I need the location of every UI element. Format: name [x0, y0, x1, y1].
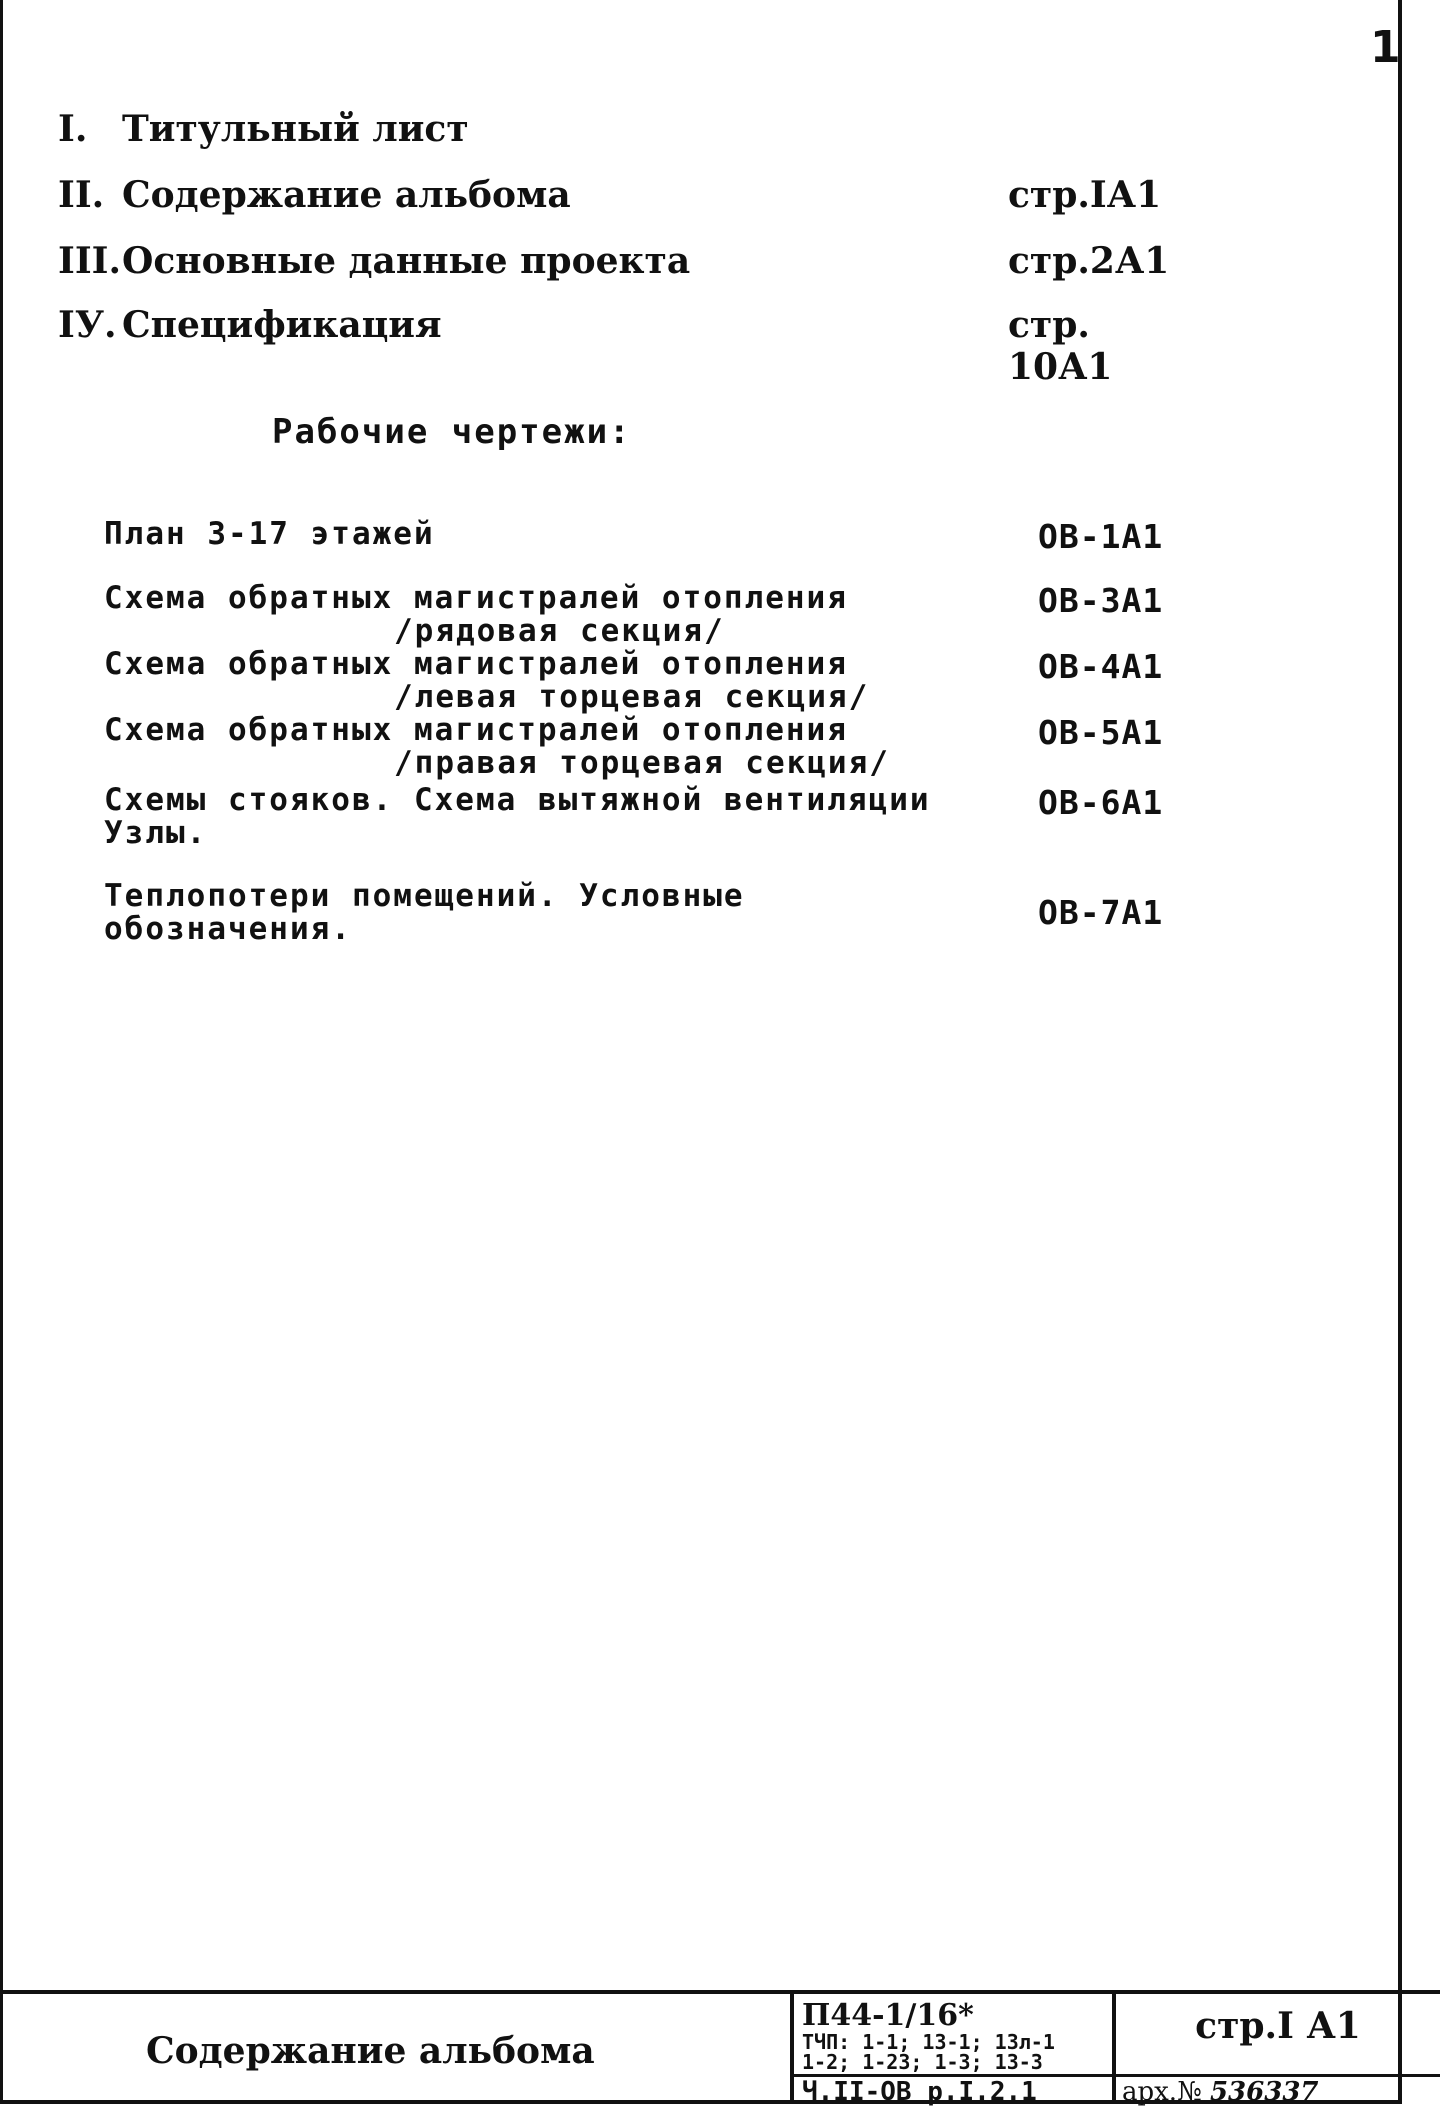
title-block-name: Содержание альбома: [146, 2030, 595, 2072]
drawing-title: Схема обратных магистралей отопления: [104, 646, 848, 682]
drawing-title: Схемы стояков. Схема вытяжной вентиляции: [104, 782, 931, 818]
title-block: [0, 1990, 1440, 2107]
drawing-subtitle: Узлы.: [104, 815, 208, 851]
project-code: П44-1/16*: [802, 1998, 974, 2033]
archive-label: арх.№: [1122, 2077, 1202, 2107]
drawing-title: Схема обратных магистралей отопления: [104, 580, 848, 616]
toc-item-title: Титульный лист: [122, 108, 469, 150]
drawing-item: [104, 714, 1204, 780]
drawing-code: ОВ-6А1: [1038, 783, 1164, 822]
drawing-title: Схема обратных магистралей отопления: [104, 712, 848, 748]
toc-item-number: II.: [58, 174, 105, 216]
drawing-item: [104, 516, 1204, 556]
part-code: Ч.II-ОВ р.I.2.1: [794, 2074, 1116, 2107]
toc-item-page: стр.IА1: [1008, 174, 1162, 216]
toc-item-page: стр.2А1: [1008, 240, 1170, 282]
toc-item: [58, 174, 1162, 224]
drawing-title: Теплопотери помещений. Условные: [104, 878, 745, 914]
series-line: ТЧП: 1-1; 13-1; 13л-1: [802, 2030, 1055, 2054]
drawing-code: ОВ-3А1: [1038, 581, 1164, 620]
archive-number: [1116, 2074, 1440, 2107]
drawing-subtitle: обозначения.: [104, 911, 352, 947]
drawing-item: [104, 582, 1204, 648]
drawing-item: [104, 648, 1204, 714]
drawing-code: ОВ-5А1: [1038, 713, 1164, 752]
drawing-code: ОВ-1А1: [1038, 517, 1164, 556]
toc-item: [58, 240, 1170, 290]
archive-value: 536337: [1209, 2077, 1319, 2107]
drawing-item: [104, 880, 1204, 946]
drawing-code: ОВ-7А1: [1038, 893, 1164, 932]
drawing-title: План 3-17 этажей: [104, 516, 435, 552]
drawing-subtitle: /правая торцевая секция/: [394, 745, 890, 781]
drawing-item: [104, 784, 1204, 850]
drawing-code: ОВ-4А1: [1038, 647, 1164, 686]
toc-item-title: Содержание альбома: [122, 174, 571, 216]
toc-item: [58, 304, 1158, 388]
title-block-project-cell: [790, 1994, 1116, 2107]
toc-item-title: Основные данные проекта: [122, 240, 691, 282]
toc-item-title: Спецификация: [122, 304, 442, 346]
toc-item-page: стр. 10А1: [1008, 304, 1113, 388]
section-heading: Рабочие чертежи:: [272, 412, 632, 452]
toc-item-number: III.: [58, 240, 122, 282]
series-codes: [802, 2032, 1055, 2072]
toc-item: [58, 108, 1158, 158]
page-number: 1: [1370, 22, 1401, 73]
series-line: 1-2; 1-23; 1-3; 13-3: [802, 2050, 1043, 2074]
stamp-page: стр.I А1: [1195, 2005, 1361, 2047]
toc-item-number: IУ.: [58, 304, 117, 346]
toc-item-number: I.: [58, 108, 88, 150]
drawing-subtitle: /рядовая секция/: [394, 613, 725, 649]
drawing-subtitle: /левая торцевая секция/: [394, 679, 870, 715]
